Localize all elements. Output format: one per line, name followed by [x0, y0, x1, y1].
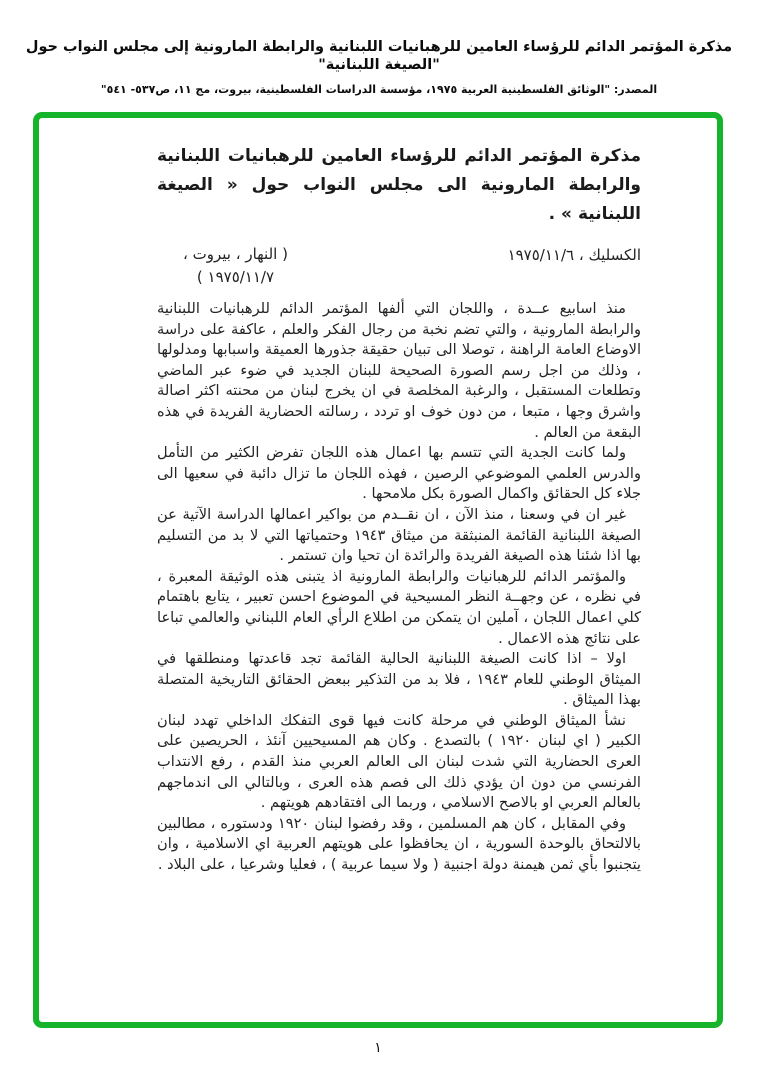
page-number: ١: [374, 1040, 382, 1056]
paragraph: غير ان في وسعنا ، منذ الآن ، ان نقــدم من بواكير اعمالها الدراسة الآتية عن الصيغة اللبنانية القائمة المنبثقة من ميثاق ١٩٤٣ وحتمياتها التي لا بد من التسليم بها اذا شئنا هذه الصيغة الفريدة والرائدة ان تحيا وان تستمر .: [157, 505, 641, 565]
page-title: مذكرة المؤتمر الدائم للرؤساء العامين للرهبانيات اللبنانية والرابطة المارونية إلى مجلس النواب حول "الصيغة اللبنانية": [25, 39, 733, 74]
dateline-place-date: الكسليك ، ١٩٧٥/١١/٦: [507, 246, 641, 264]
scanned-document-frame: [33, 112, 723, 1028]
paragraph: وفي المقابل ، كان هم المسلمين ، وقد رفضوا لبنان ١٩٢٠ ودستوره ، مطالبين بالالتحاق بالوحدة السورية ، ان يحافظوا على هويتهم العربية اي الاسلامية ، وان يتجنبوا بأي ثمن هيمنة دولة اجنبية ( ولا سيما عربية ) ، فعليا وشرعيا ، على البلاد .: [157, 814, 641, 874]
document-body: [157, 299, 641, 876]
page-header: [0, 38, 758, 96]
paragraph: نشأ الميثاق الوطني في مرحلة كانت فيها قوى التفكك الداخلي تهدد لبنان الكبير ( اي لبنان ١٩٢٠ ) بالتصدع . وكان هم المسيحيين آنئذ ، الحريصين على العرى الحضارية التي شدت لبنان الى العالم العربي منذ القدم ، رفع الانتداب الفرنسي من دون ان يؤدي ذلك الى فصم هذه العرى ، وبالتالي الى اندماجهم بالعالم العربي او بالاصح الاسلامي ، وربما الى افتقادهم هويتهم .: [157, 711, 641, 812]
dateline: [157, 243, 641, 289]
paragraph: والمؤتمر الدائم للرهبانيات والرابطة المارونية اذ يتبنى هذه الوثيقة المعبرة ، في نظره ، عن وجهــة النظر المسيحية في الموضوع احسن تعبير ، يتابع باهتمام كلي اعمال اللجان ، آملين ان يتمكن من اطلاع الرأي العام اللبناني والعالمي تباعا على نتائج هذه الاعمال .: [157, 567, 641, 647]
paragraph: اولا – اذا كانت الصيغة اللبنانية الحالية القائمة تجد قاعدتها ومنطلقها في الميثاق الوطني للعام ١٩٤٣ ، فلا بد من التذكير ببعض الحقائق التاريخية المتصلة بهذا الميثاق .: [157, 650, 641, 709]
dateline-newspaper-line2: ١٩٧٥/١١/٧ ): [196, 268, 275, 286]
dateline-newspaper-reference: [183, 243, 288, 289]
paragraph: منذ اسابيع عــدة ، واللجان التي ألفها المؤتمر الدائم للرهبانيات اللبنانية والرابطة المارونية ، والتي تضم نخبة من رجال الفكر والعلم ، عاكفة على دراسة الاوضاع العامة الراهنة ، توصلا الى تبيان حقيقة جذورها العميقة واسبابها ومدلولها ، وذلك من اجل رسم الصورة الصحيحة للبنان الجديد في ضوء عبر الماضي وتطلعات المستقبل ، والرغبة المخلصة في ان يخرج لبنان من محنته اكثر اصالة واشرق وجها ، متبعا ، من دون خوف او تردد ، رسالته الحضارية الفريدة في هذه البقعة من العالم .: [157, 300, 641, 441]
source-citation: المصدر: "الوثائق الفلسطينية العربية ١٩٧٥، مؤسسة الدراسات الفلسطينية، بيروت، مج ١١، ص٥٣٧- ٥٤١": [100, 83, 658, 97]
paragraph: ولما كانت الجدية التي تتسم بها اعمال هذه اللجان تفرض الكثير من التأمل والدرس العلمي الموضوعي الرصين ، فهذه اللجان ما تزال دائبة في سعيها الى جلاء كل الحقائق واكمال الصورة بكل ملامحها .: [157, 444, 641, 503]
document-title: مذكرة المؤتمر الدائم للرؤساء العامين للرهبانيات اللبنانية والرابطة المارونية الى مجلس النواب حول « الصيغة اللبنانية » .: [157, 146, 641, 224]
scanned-document-content: [39, 118, 717, 1022]
dateline-newspaper-line1: ( النهار ، بيروت ،: [183, 245, 288, 263]
